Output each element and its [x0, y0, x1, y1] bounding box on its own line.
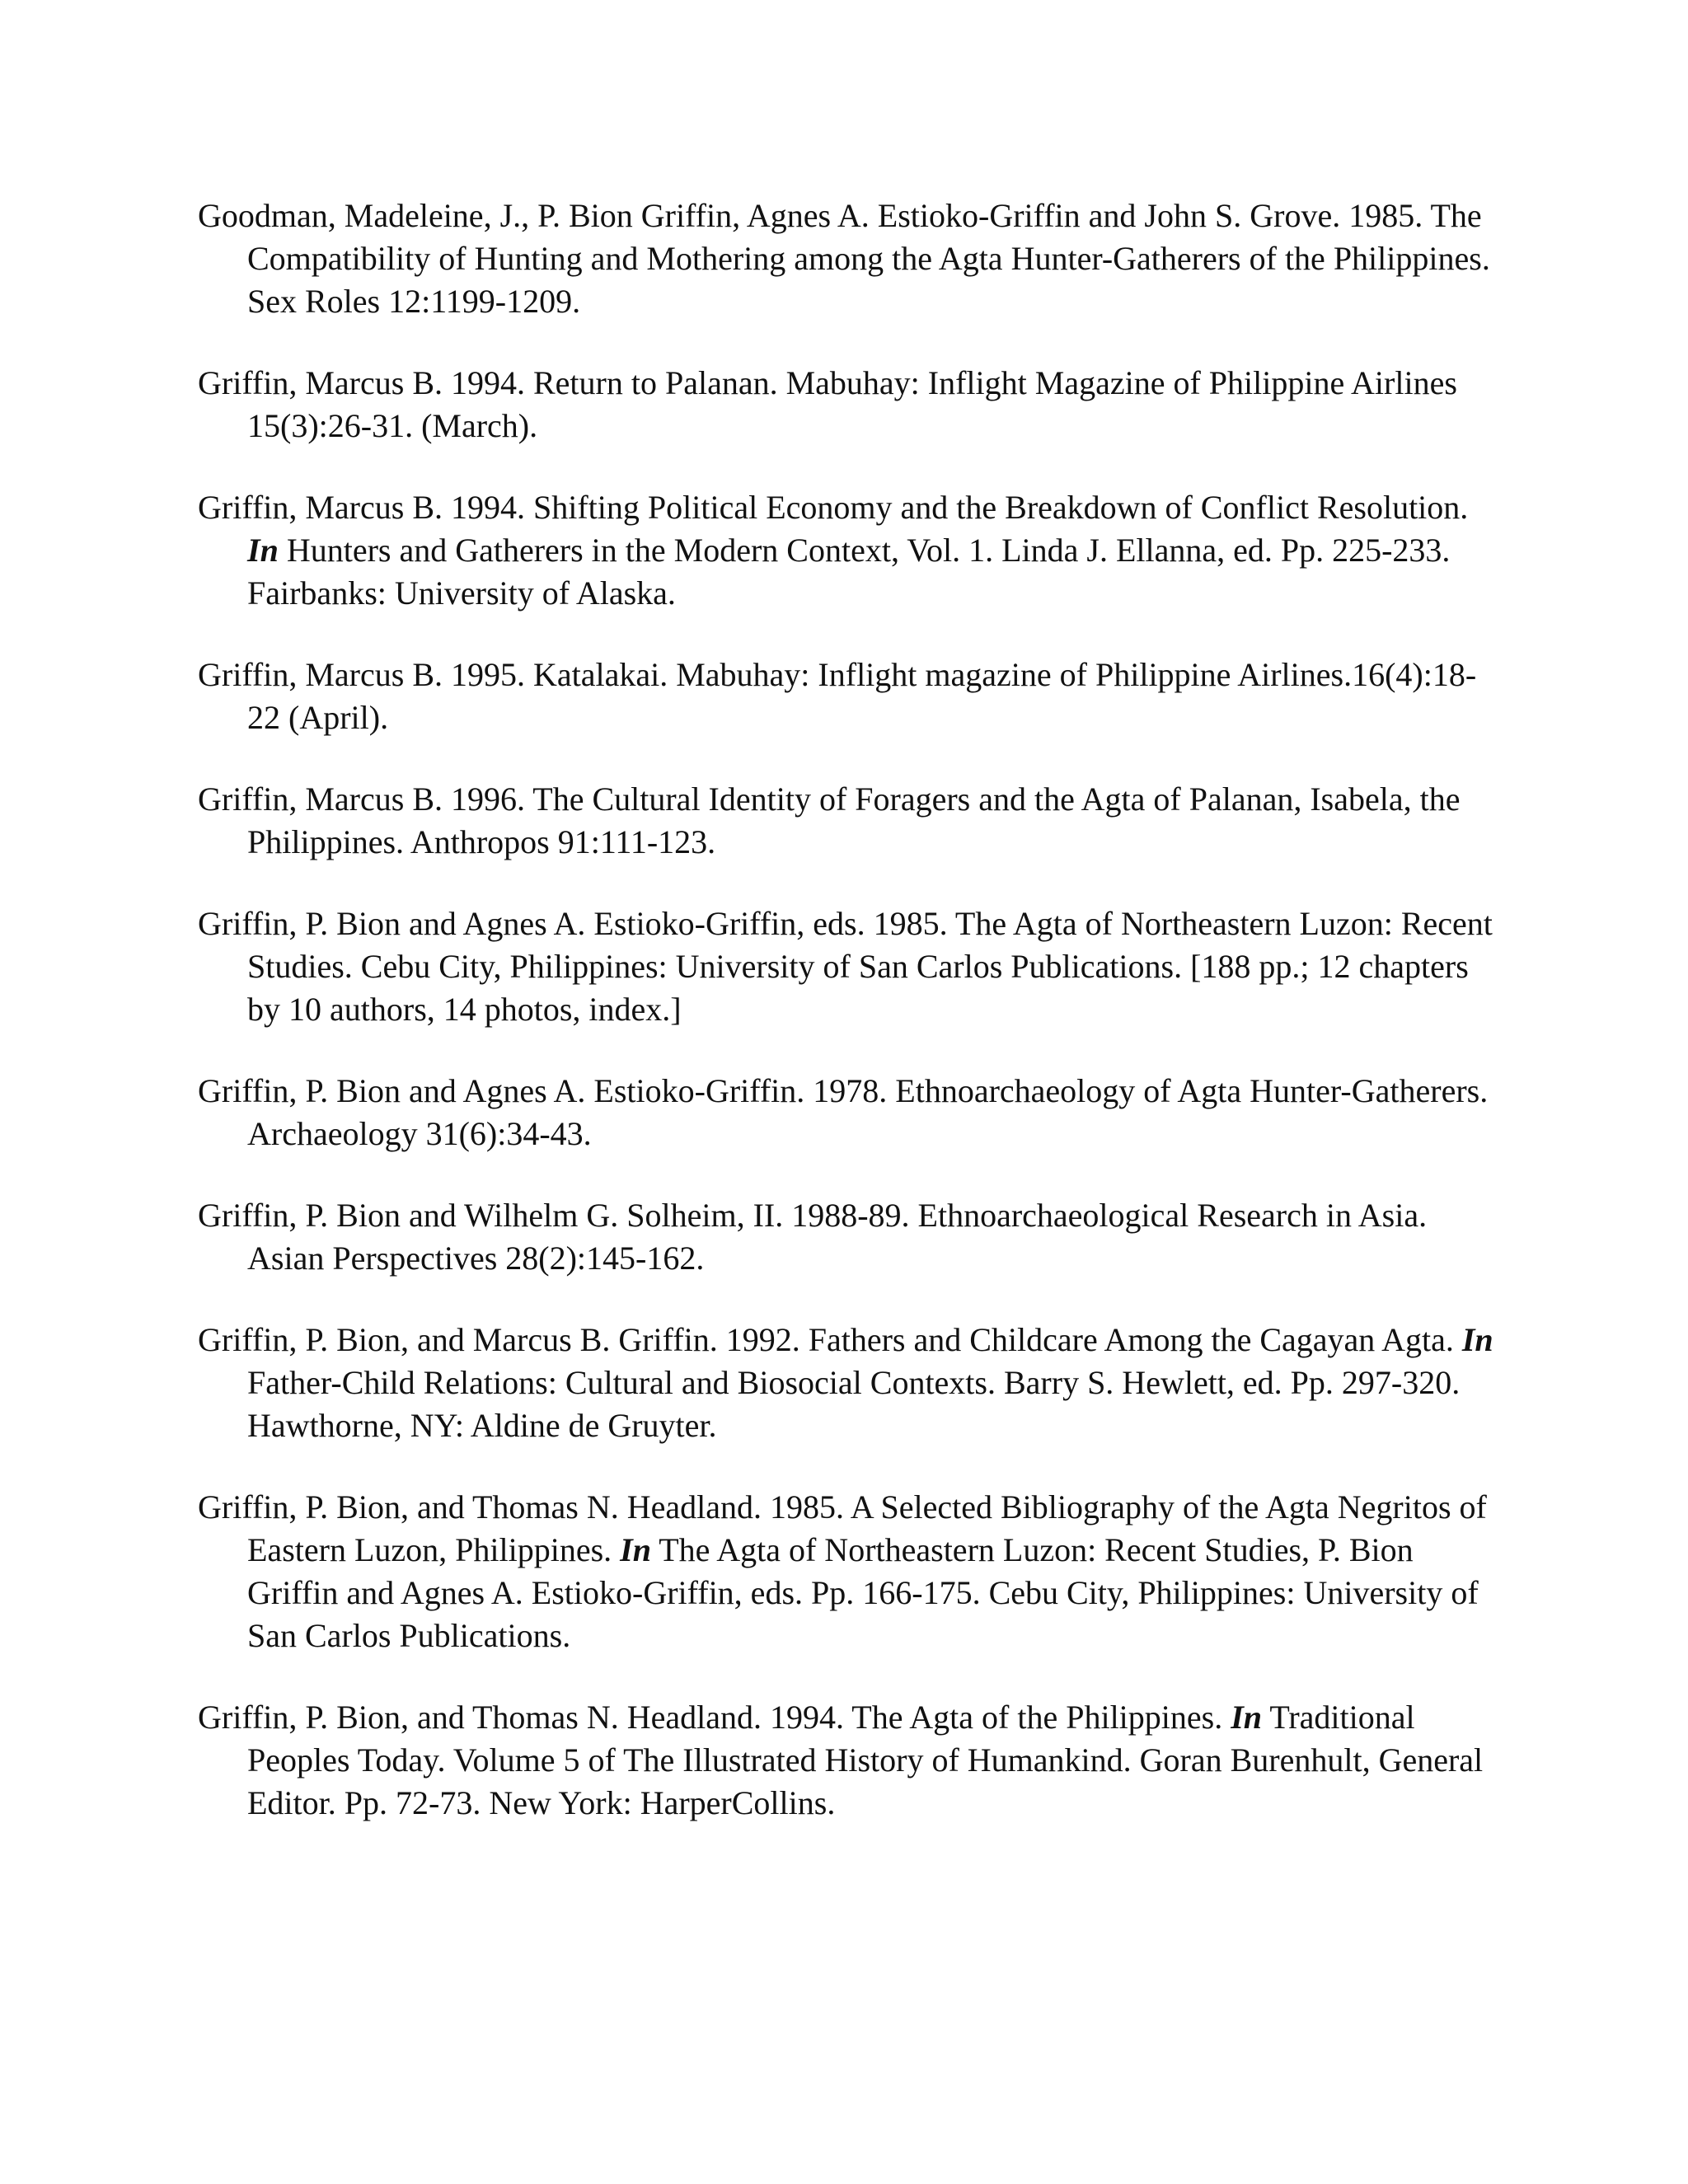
bibliography-entry: [198, 902, 1500, 1031]
bibliography-entry: [198, 778, 1500, 864]
entry-text: Griffin, P. Bion, and Marcus B. Griffin. 1992. Fathers and Childcare Among the Cagayan Agta.: [198, 1321, 1462, 1358]
bibliography-entry: [198, 654, 1500, 739]
bibliography-list: [198, 194, 1500, 1863]
entry-text-continued: Hunters and Gatherers in the Modern Context, Vol. 1. Linda J. Ellanna, ed. Pp. 225-233. Fairbanks: University of Alaska.: [247, 532, 1451, 612]
bibliography-entry: [198, 1194, 1500, 1280]
entry-text: Griffin, P. Bion and Agnes A. Estioko-Griffin. 1978. Ethnoarchaeology of Agta Hunter-Gatherers. Archaeology 31(6):34-43.: [198, 1072, 1489, 1152]
in-marker: In: [620, 1531, 651, 1568]
bibliography-entry: [198, 486, 1500, 615]
entry-text: Goodman, Madeleine, J., P. Bion Griffin, Agnes A. Estioko-Griffin and John S. Grove. 1985. The Compatibility of Hunting and Mothering among the Agta Hunter-Gatherers of the Philippines. Sex Roles 12:1199-1209.: [198, 197, 1490, 320]
bibliography-entry: [198, 1070, 1500, 1155]
entry-text: Griffin, Marcus B. 1996. The Cultural Identity of Foragers and the Agta of Palanan, Isabela, the Philippines. Anthropos 91:111-123.: [198, 780, 1461, 860]
bibliography-entry: [198, 1319, 1500, 1447]
entry-text: Griffin, P. Bion and Wilhelm G. Solheim, II. 1988-89. Ethnoarchaeological Research in Asia. Asian Perspectives 28(2):145-162.: [198, 1197, 1428, 1277]
bibliography-entry: [198, 1486, 1500, 1657]
entry-text: Griffin, P. Bion, and Thomas N. Headland. 1994. The Agta of the Philippines.: [198, 1699, 1231, 1736]
entry-text: Griffin, P. Bion, and Thomas N. Headland. 1985. A Selected Bibliography of the Agta Negritos of Eastern Luzon, Philippines.: [198, 1488, 1487, 1568]
bibliography-entry: [198, 362, 1500, 448]
entry-text-continued: Father-Child Relations: Cultural and Biosocial Contexts. Barry S. Hewlett, ed. Pp. 297-320. Hawthorne, NY: Aldine de Gruyter.: [247, 1364, 1461, 1444]
in-marker: In: [247, 532, 279, 569]
entry-text: Griffin, Marcus B. 1994. Return to Palanan. Mabuhay: Inflight Magazine of Philippine Airlines 15(3):26-31. (March).: [198, 364, 1457, 444]
entry-text: Griffin, Marcus B. 1995. Katalakai. Mabuhay: Inflight magazine of Philippine Airlines.16(4):18-22 (April).: [198, 656, 1477, 736]
entry-text: Griffin, Marcus B. 1994. Shifting Political Economy and the Breakdown of Conflict Resolution.: [198, 489, 1469, 526]
entry-text-continued: Traditional Peoples Today. Volume 5 of The Illustrated History of Humankind. Goran Burenhult, General Editor. Pp. 72-73. New York: HarperCollins.: [247, 1699, 1484, 1821]
entry-text-continued: The Agta of Northeastern Luzon: Recent Studies, P. Bion Griffin and Agnes A. Estioko-Griffin, eds. Pp. 166-175. Cebu City, Philippines: University of San Carlos Publications.: [247, 1531, 1479, 1654]
in-marker: In: [1461, 1321, 1493, 1358]
bibliography-entry: [198, 194, 1500, 323]
in-marker: In: [1231, 1699, 1263, 1736]
entry-text: Griffin, P. Bion and Agnes A. Estioko-Griffin, eds. 1985. The Agta of Northeastern Luzon: Recent Studies. Cebu City, Philippines: University of San Carlos Publications. [188 pp.; 12 chapters by 10 authors, 14 photos, index.]: [198, 905, 1493, 1028]
bibliography-entry: [198, 1696, 1500, 1825]
